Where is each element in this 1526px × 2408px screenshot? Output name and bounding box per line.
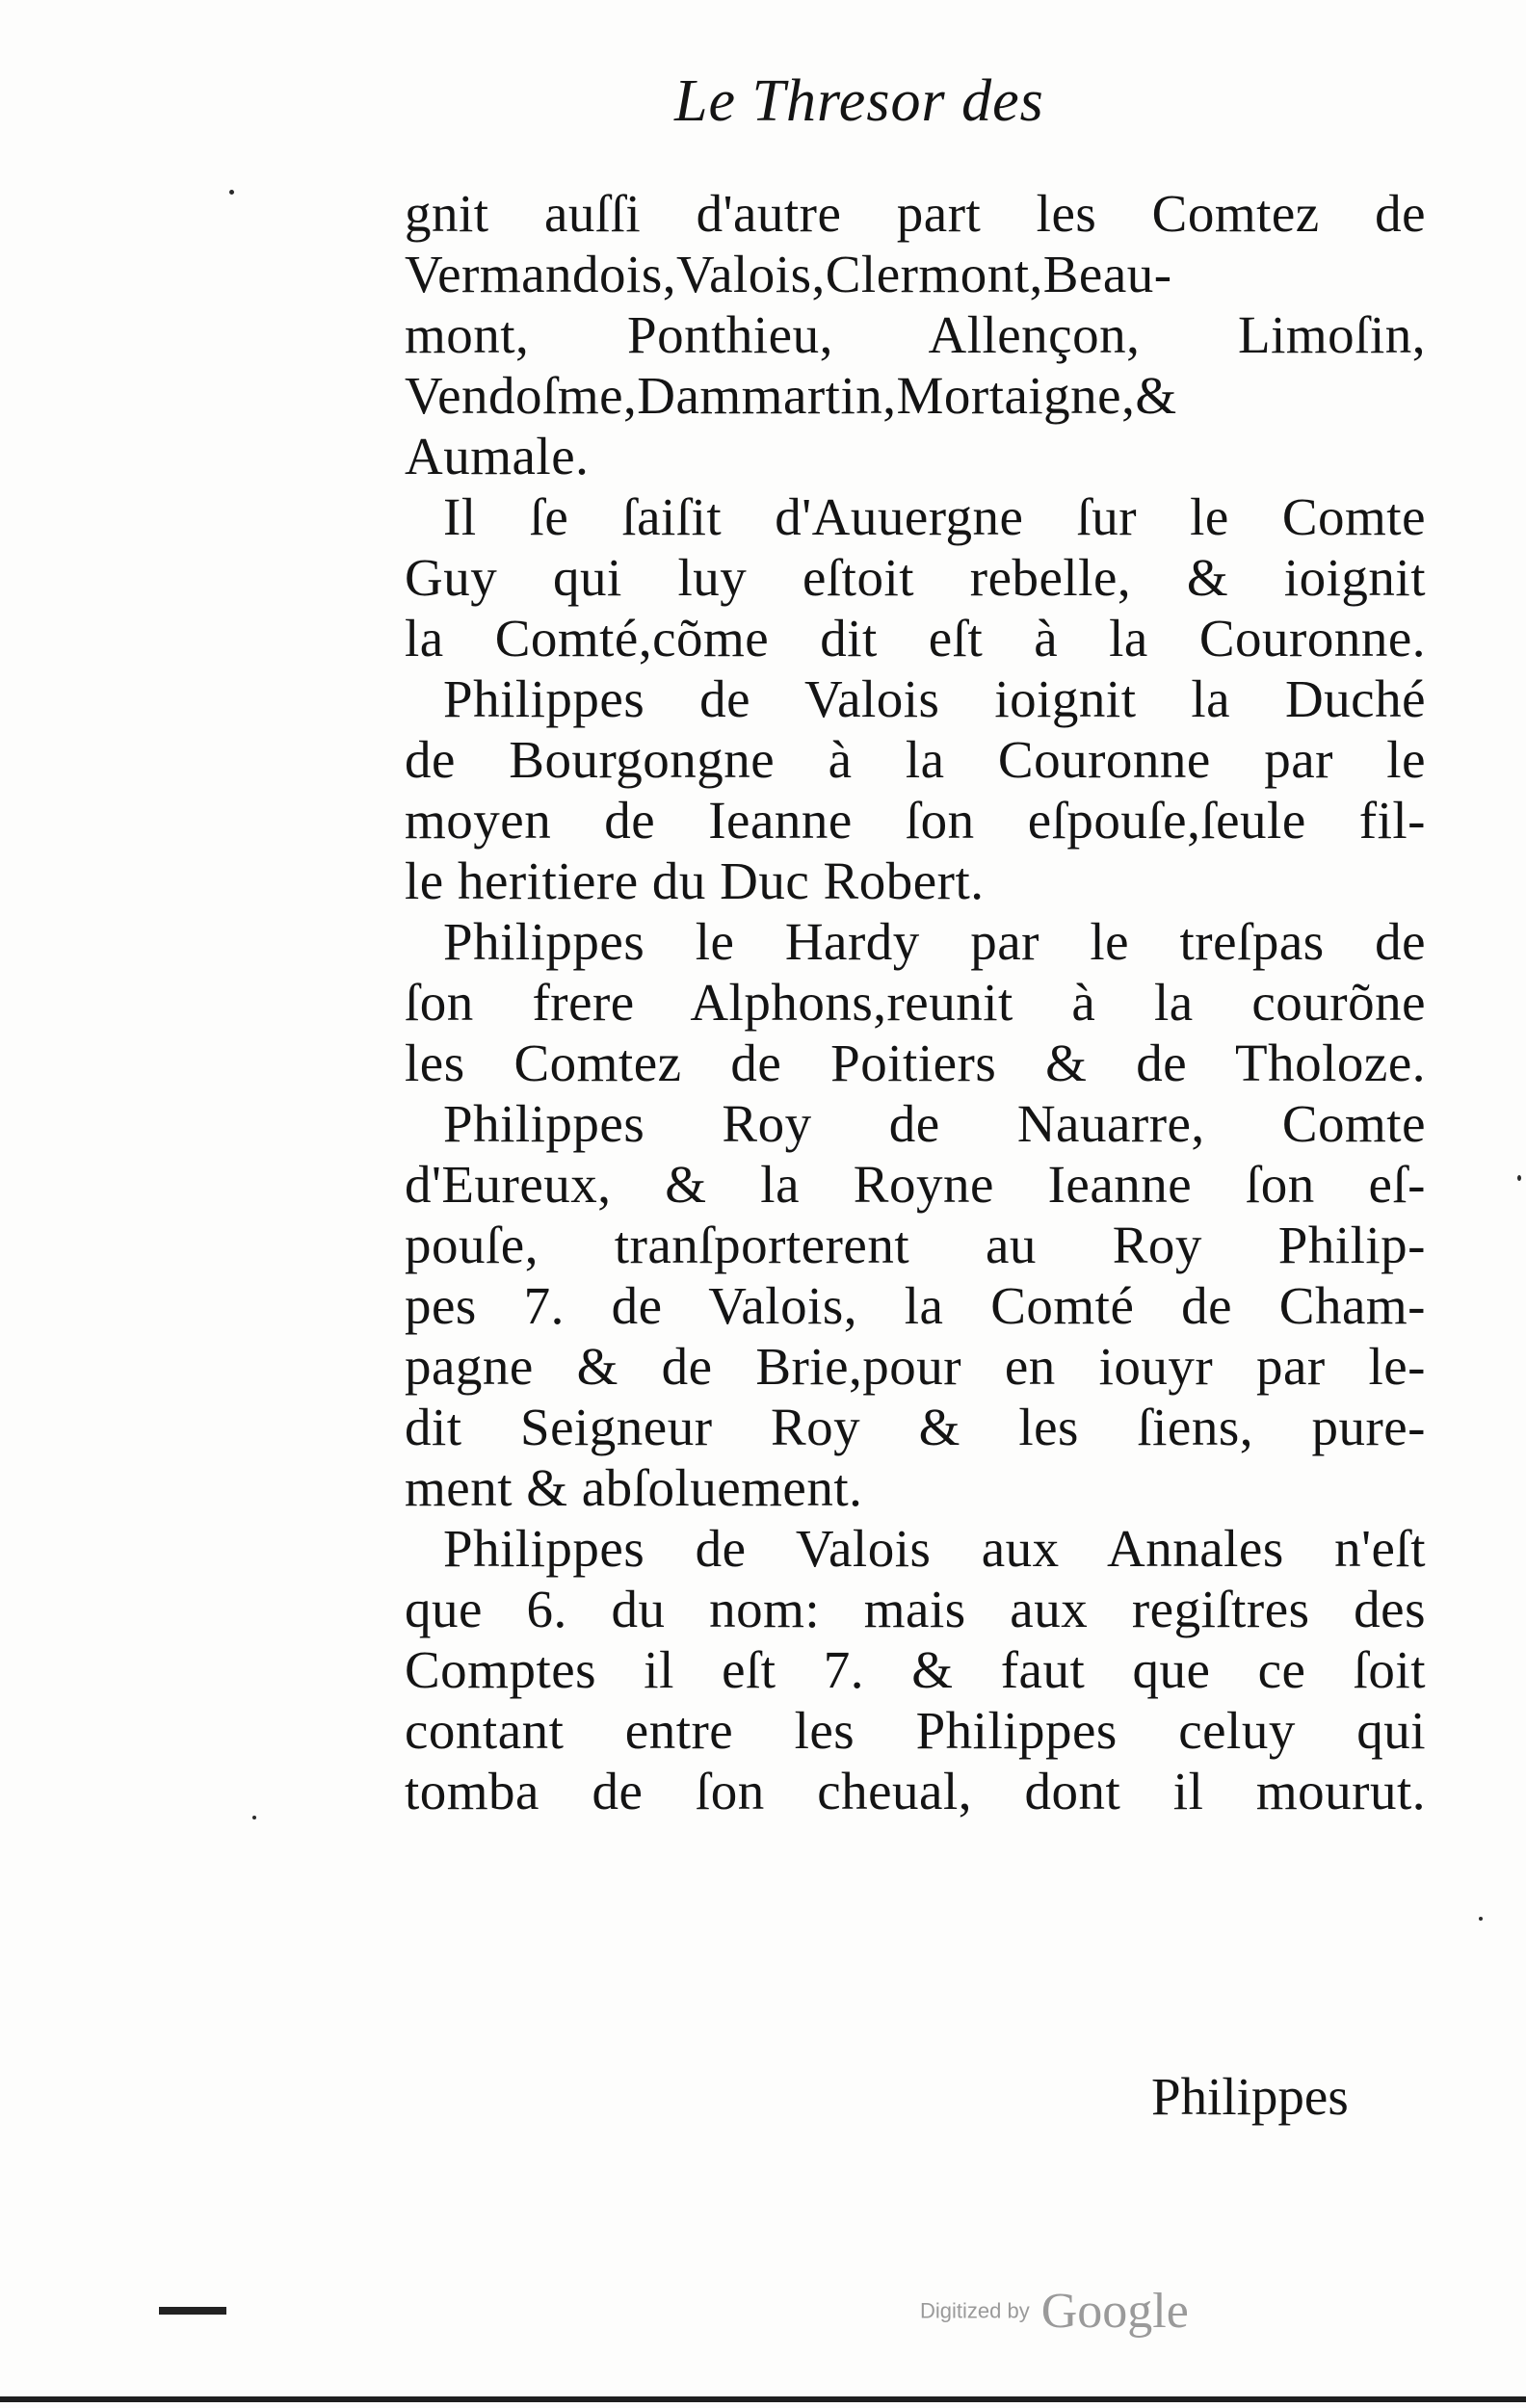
catchword: Philippes xyxy=(1151,2067,1349,2126)
text-line: les Comtez de Poitiers & de Tholoze. xyxy=(405,1034,1426,1092)
page-edge xyxy=(0,2396,1526,2402)
text-line: dit Seigneur Roy & les ſiens, pure- xyxy=(405,1398,1426,1456)
text-line: la Comté,cõme dit eſt à la Couronne. xyxy=(405,609,1426,667)
text-line: Philippes de Valois ioignit la Duché xyxy=(443,669,1426,728)
text-line: Philippes Roy de Nauarre, Comte xyxy=(443,1094,1426,1153)
ink-speck xyxy=(252,1816,256,1819)
text-line: moyen de Ieanne ſon eſpouſe,ſeule fil- xyxy=(405,791,1426,850)
text-line: Philippes de Valois aux Annales n'eſt xyxy=(443,1519,1426,1578)
ink-speck xyxy=(229,190,234,195)
text-line: Vendoſme,Dammartin,Mortaigne,& xyxy=(405,366,1177,425)
text-line: contant entre les Philippes celuy qui xyxy=(405,1701,1426,1760)
text-line: de Bourgongne à la Couronne par le xyxy=(405,730,1426,789)
text-line: Comptes il eſt 7. & faut que ce ſoit xyxy=(405,1640,1426,1699)
text-line: pes 7. de Valois, la Comté de Cham- xyxy=(405,1276,1426,1335)
digitized-watermark xyxy=(920,2283,1189,2340)
text-line: ment & abſoluement. xyxy=(405,1458,863,1517)
text-line: Aumale. xyxy=(405,427,590,485)
text-line: le heritiere du Duc Robert. xyxy=(405,851,985,910)
ink-speck xyxy=(1517,1175,1521,1181)
text-line: pouſe, tranſporterent au Roy Philip- xyxy=(405,1216,1426,1274)
ink-speck xyxy=(1479,1917,1483,1921)
text-line: Vermandois,Valois,Clermont,Beau- xyxy=(405,245,1172,303)
text-line: tomba de ſon cheual, dont il mourut. xyxy=(405,1762,1426,1820)
ink-mark xyxy=(159,2307,226,2315)
running-head: Le Thresor des xyxy=(674,68,1044,134)
watermark-prefix: Digitized by xyxy=(920,2298,1030,2323)
text-line: ſon frere Alphons,reunit à la courõne xyxy=(405,973,1426,1032)
body-text xyxy=(405,183,1426,1821)
text-line: gnit auſſi d'autre part les Comtez de xyxy=(405,184,1426,243)
text-line: Philippes le Hardy par le treſpas de xyxy=(443,912,1426,971)
text-line: pagne & de Brie,pour en iouyr par le- xyxy=(405,1337,1426,1396)
text-line: mont, Ponthieu, Allençon, Limoſin, xyxy=(405,305,1426,364)
google-logo: Google xyxy=(1040,2284,1189,2339)
text-line: Il ſe ſaiſit d'Auuergne ſur le Comte xyxy=(443,487,1426,546)
text-line: que 6. du nom: mais aux regiſtres des xyxy=(405,1580,1426,1638)
text-line: d'Eureux, & la Royne Ieanne ſon eſ- xyxy=(405,1155,1426,1214)
text-line: Guy qui luy eſtoit rebelle, & ioignit xyxy=(405,548,1426,607)
